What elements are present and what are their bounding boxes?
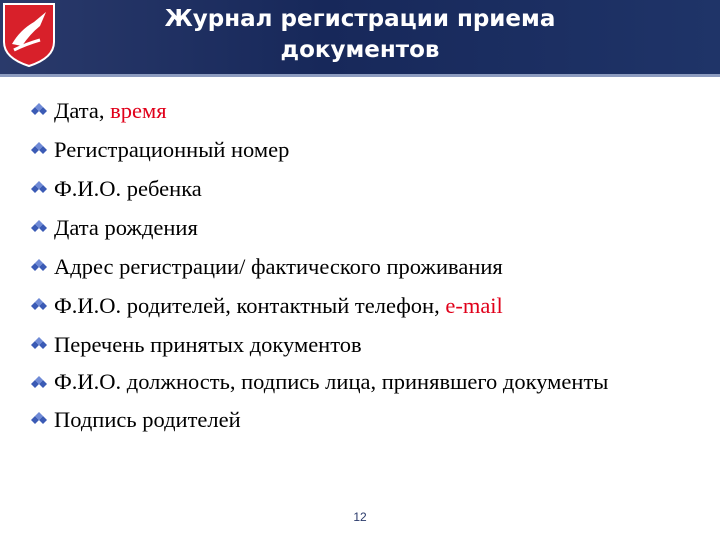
diamond-bullet-icon [30,141,48,159]
list-item [30,403,690,436]
slide-header [0,0,720,74]
page-title [80,4,640,66]
list-item [30,133,690,166]
diamond-bullet-icon [30,411,48,429]
item-text: Ф.И.О. должность, подпись лица, принявшего документы [54,369,609,394]
list-item [30,94,690,127]
item-text: Перечень принятых документов [54,332,362,357]
item-text: Подпись родителей [54,407,241,432]
item-text: Ф.И.О. родителей, контактный телефон, [54,293,446,318]
title-line-1: Журнал регистрации приема [164,6,556,32]
diamond-bullet-icon [30,258,48,276]
diamond-bullet-icon [30,219,48,237]
item-text: Дата, [54,98,111,123]
title-line-2: документов [280,37,440,63]
list-item [30,250,690,283]
city-emblem-icon [0,0,58,68]
list-item [30,289,690,322]
diamond-bullet-icon [30,336,48,354]
item-text: Ф.И.О. ребенка [54,176,202,201]
list-item [30,328,690,361]
diamond-bullet-icon [30,297,48,315]
item-text: Адрес регистрации/ фактического проживания [54,254,503,279]
list-item [30,211,690,244]
bullet-list [30,94,690,442]
list-item [30,367,690,397]
item-text: Регистрационный номер [54,137,290,162]
item-highlight: e-mail [445,293,503,318]
diamond-bullet-icon [30,375,48,393]
list-item [30,172,690,205]
item-text: Дата рождения [54,215,198,240]
header-divider [0,74,720,77]
diamond-bullet-icon [30,180,48,198]
page-number: 12 [353,510,367,524]
item-highlight: время [110,98,167,123]
diamond-bullet-icon [30,102,48,120]
